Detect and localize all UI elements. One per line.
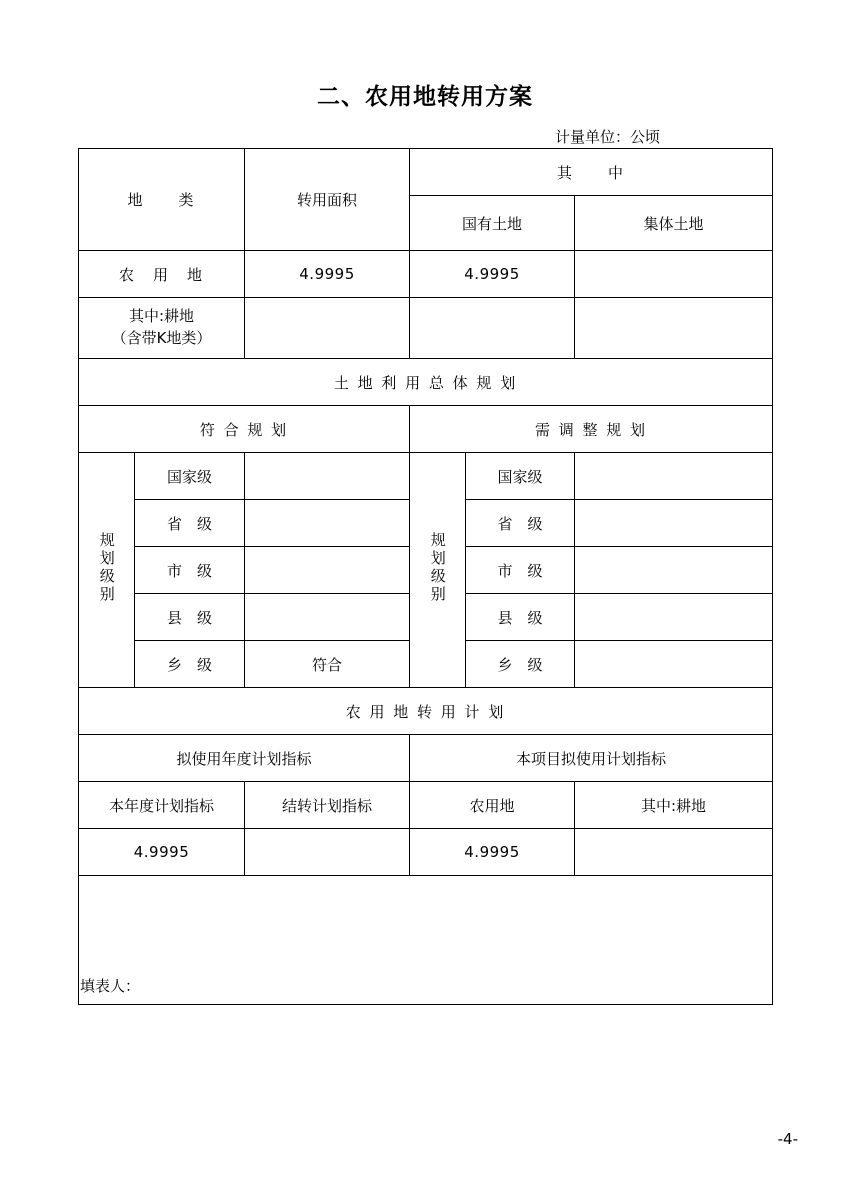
table-row [79,829,773,876]
table-row [79,876,773,1005]
cell-cultivated-area [245,298,410,359]
header-state-owned-land: 国有土地 [410,196,575,251]
section-title-overall-plan: 土 地 利 用 总 体 规 划 [79,359,773,406]
col-agricultural-land: 农用地 [410,782,575,829]
page-number: -4- [777,1130,798,1148]
level-name-provincial-conform: 省 级 [135,500,245,547]
row-label-cultivated-land [79,298,245,359]
level-name-county-adjust: 县 级 [466,594,575,641]
level-value-city-conform [245,547,410,594]
header-project-planned-index: 本项目拟使用计划指标 [410,735,773,782]
table-row [79,359,773,406]
table-row [79,149,773,196]
table-row [79,251,773,298]
cultivated-label-line1: 其中:耕地 [128,307,195,326]
notes-blank-area [79,876,773,1005]
level-name-provincial-adjust: 省 级 [466,500,575,547]
level-value-national-adjust [575,453,773,500]
col-cultivated-land: 其中:耕地 [575,782,773,829]
level-value-township-conform: 符合 [245,641,410,688]
level-value-provincial-conform [245,500,410,547]
subsection-adjust-plan: 需 调 整 规 划 [410,406,773,453]
land-conversion-table [78,148,773,1005]
page-title: 二、农用地转用方案 [317,84,533,110]
label-plan-level-left: 规划级别 [79,453,135,688]
level-value-county-conform [245,594,410,641]
header-converted-area: 转用面积 [245,149,410,251]
subsection-conform-plan: 符 合 规 划 [79,406,410,453]
table-row [79,298,773,359]
cell-cultivated-state [410,298,575,359]
level-value-provincial-adjust [575,500,773,547]
cell-cultivated-collective [575,298,773,359]
level-name-city-adjust: 市 级 [466,547,575,594]
level-name-national-conform: 国家级 [135,453,245,500]
header-land-type: 地 类 [79,149,245,251]
level-name-township-adjust: 乡 级 [466,641,575,688]
table-row [79,782,773,829]
level-name-township-conform: 乡 级 [135,641,245,688]
cultivated-label-line2: （含带K地类） [111,329,212,347]
level-value-township-adjust [575,641,773,688]
level-name-national-adjust: 国家级 [466,453,575,500]
table-row [79,406,773,453]
level-name-county-conform: 县 级 [135,594,245,641]
col-carryover-index: 结转计划指标 [245,782,410,829]
form-filler-label: 填表人： [80,977,141,995]
level-value-national-conform [245,453,410,500]
level-value-county-adjust [575,594,773,641]
cell-agricultural-land-state: 4.9995 [410,251,575,298]
value-agricultural-land: 4.9995 [410,829,575,876]
label-plan-level-right: 规划级别 [410,453,466,688]
table-row [79,453,773,500]
col-current-year-index: 本年度计划指标 [79,782,245,829]
measurement-unit-note: 计量单位：公顷 [554,128,660,146]
cell-agricultural-land-area: 4.9995 [245,251,410,298]
header-planned-annual-index: 拟使用年度计划指标 [79,735,410,782]
cell-agricultural-land-collective [575,251,773,298]
table-row [79,688,773,735]
header-collective-owned-land: 集体土地 [575,196,773,251]
section-title-conversion-plan: 农 用 地 转 用 计 划 [79,688,773,735]
level-name-city-conform: 市 级 [135,547,245,594]
row-label-agricultural-land: 农 用 地 [79,251,245,298]
level-value-city-adjust [575,547,773,594]
table-row [79,735,773,782]
value-cultivated-land [575,829,773,876]
value-current-year-index: 4.9995 [79,829,245,876]
value-carryover-index [245,829,410,876]
header-among-which: 其 中 [410,149,773,196]
